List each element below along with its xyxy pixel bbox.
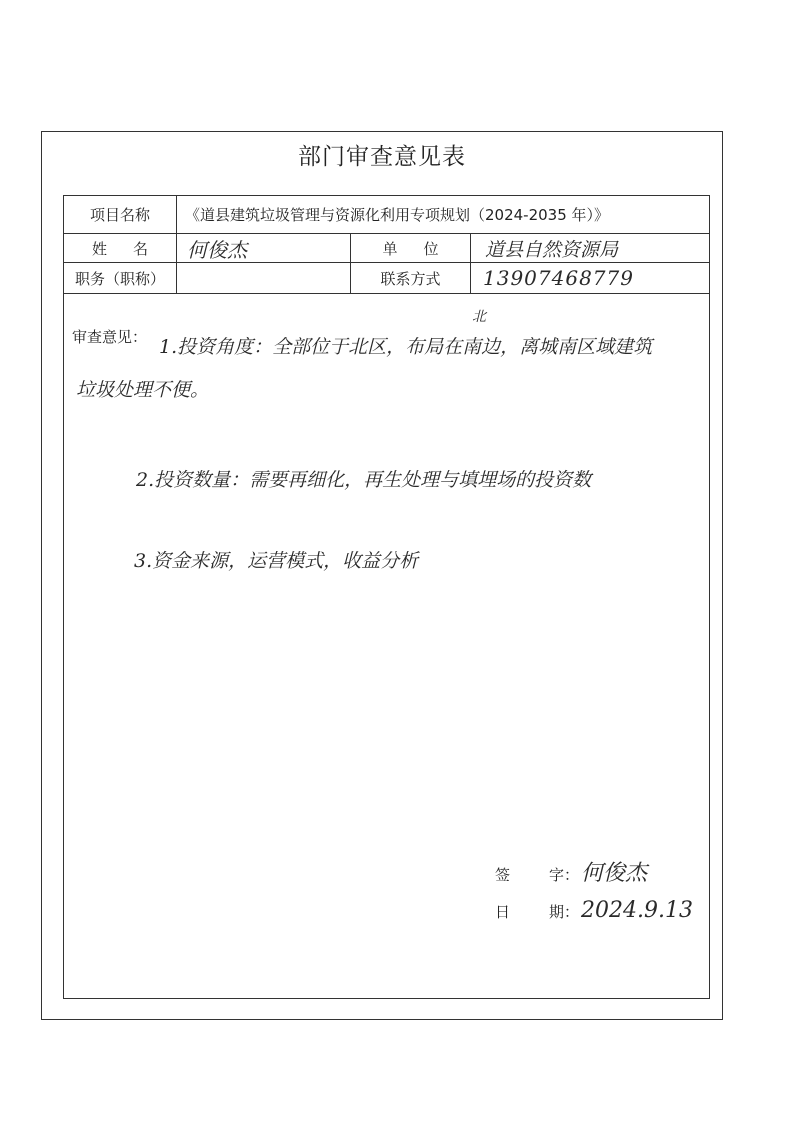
name-label-cell [64,234,176,262]
signature-value: 何俊杰 [581,861,648,886]
date-label-char-1: 日 [495,903,511,921]
position-label: 职务（职称） [74,269,165,288]
position-value [176,263,350,293]
contact-value: 13907468779 [483,266,634,290]
unit-value: 道县自然资源局 [485,238,619,261]
signature-row [495,856,647,887]
name-row [64,234,709,263]
project-row [64,196,709,234]
signature-label-char-2: 字： [549,866,580,884]
name-label: 姓名 [91,239,174,258]
opinion-line-1-continued: 垃圾处理不便。 [76,379,210,401]
date-row [495,898,693,923]
name-value-cell [176,234,350,262]
opinion-line-2: 2.投资数量：需要再细化，再生处理与填埋场的投资数 [136,469,592,491]
contact-label: 联系方式 [350,263,470,293]
signature-label-char-1: 签 [495,866,511,884]
opinion-line-1: 1.投资角度：全部位于北区，布局在南边，离城南区域建筑 [159,336,653,358]
review-form [63,195,710,999]
date-value: 2024.9.13 [581,898,693,923]
unit-label: 单位 [382,239,465,258]
contact-value-cell [470,263,709,293]
unit-value-cell [470,234,709,262]
form-title: 部门审查意见表 [298,144,466,170]
unit-label-cell [350,234,470,262]
name-value: 何俊杰 [187,237,247,262]
project-value: 《道县建筑垃圾管理与资源化利用专项规划（2024-2035 年）》 [176,196,709,233]
review-label: 审查意见： [72,328,148,346]
project-label: 项目名称 [89,206,150,224]
opinion-line-3: 3.资金来源，运营模式，收益分析 [134,550,419,572]
opinion-insert-note: 北 [472,309,486,325]
position-row [64,263,709,294]
date-label-char-2: 期： [549,903,580,921]
